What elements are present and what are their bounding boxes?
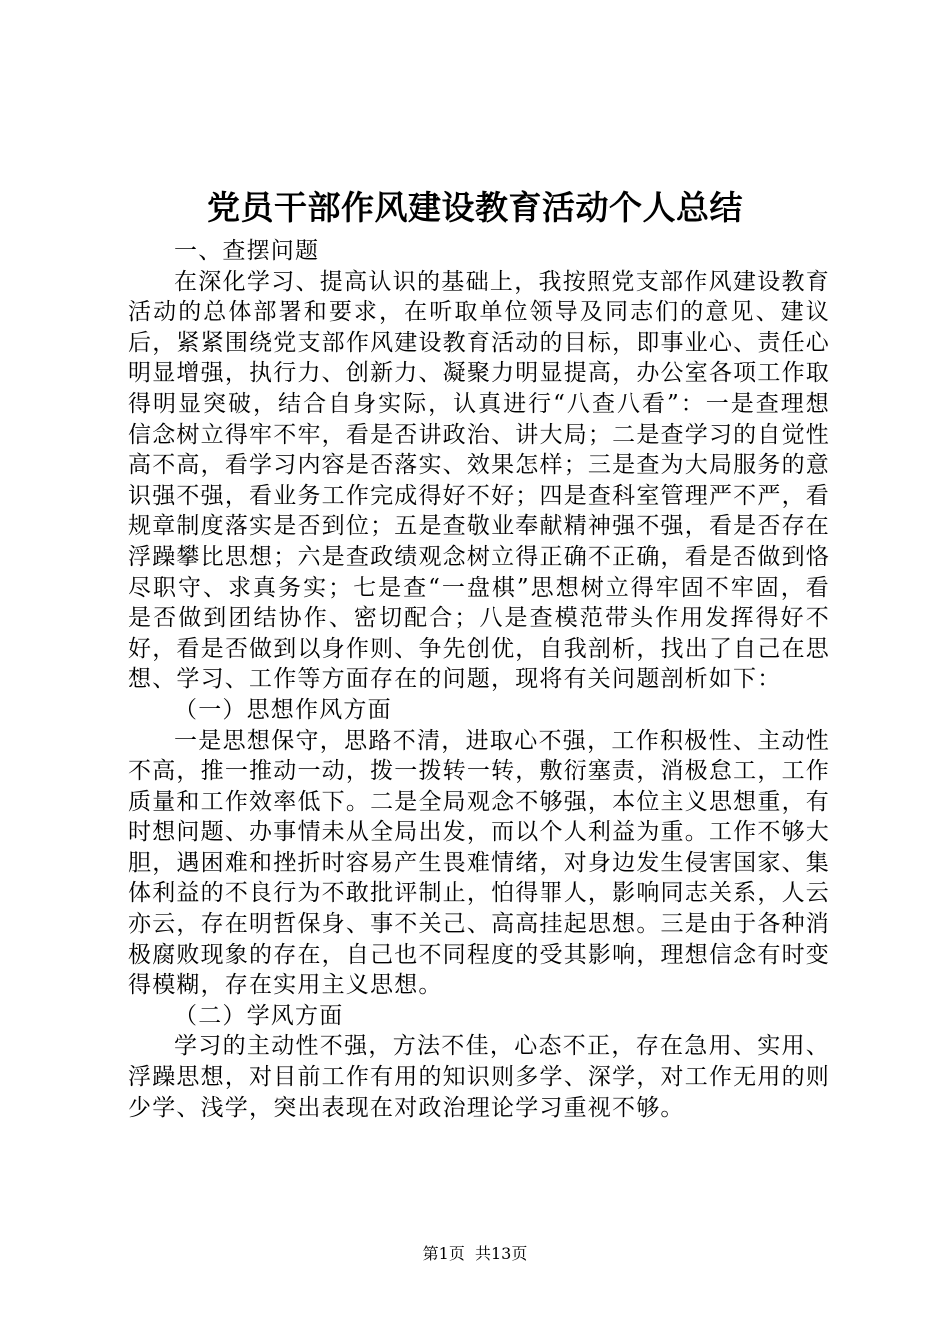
section-heading-1: 一、查摆问题 [174, 238, 320, 264]
paragraph-study-style: 学习的主动性不强，方法不佳，心态不正，存在急用、实用、浮躁思想，对目前工作有用的知识则多学、深学，对工作无用的则少学、浅学，突出表现在对政治理论学习重视不够。 [128, 1033, 830, 1121]
subsection-heading-study-style: （二）学风方面 [174, 1002, 344, 1029]
document-title: 党员干部作风建设教育活动个人总结 [207, 188, 743, 227]
page-number: 第1页 共13页 [422, 1244, 528, 1263]
paragraph-intro: 在深化学习、提高认识的基础上，我按照党支部作风建设教育活动的总体部署和要求，在听取单位领导及同志们的意见、建议后，紧紧围绕党支部作风建设教育活动的目标，即事业心、责任心明显增强，执行力、创新力、凝聚力明显提高，办公室各项工作取得明显突破，结合自身实际，认真进行“八查八看”：一是查理想信念树立得牢不牢，看是否讲政治、讲大局；二是查学习的自觉性高不高，看学习内容是否落实、效果怎样；三是查为大局服务的意识强不强，看业务工作完成得好不好；四是查科室管理严不严，看规章制度落实是否到位；五是查敬业奉献精神强不强，看是否存在浮躁攀比思想；六是查政绩观念树立得正确不正确，看是否做到恪尽职守、求真务实；七是查“一盘棋”思想树立得牢固不牢固，看是否做到团结协作、密切配合；八是查模范带头作用发挥得好不好，看是否做到以身作则、争先创优，自我剖析，找出了自己在思想、学习、工作等方面存在的问题，现将有关问题剖析如下： [128, 268, 830, 693]
document-body [128, 236, 830, 1123]
paragraph-thinking-style: 一是思想保守，思路不清，进取心不强，工作积极性、主动性不高，推一推动一动，拨一拨转一转，敷衍塞责，消极怠工，工作质量和工作效率低下。二是全局观念不够强，本位主义思想重，有时想问题、办事情未从全局出发，而以个人利益为重。工作不够大胆，遇困难和挫折时容易产生畏难情绪，对身边发生侵害国家、集体利益的不良行为不敢批评制止，怕得罪人，影响同志关系，人云亦云，存在明哲保身、事不关己、高高挂起思想。三是由于各种消极腐败现象的存在，自己也不同程度的受其影响，理想信念有时变得模糊，存在实用主义思想。 [128, 727, 830, 999]
page-footer [0, 1243, 950, 1265]
subsection-heading-thinking-style: （一）思想作风方面 [174, 696, 392, 723]
